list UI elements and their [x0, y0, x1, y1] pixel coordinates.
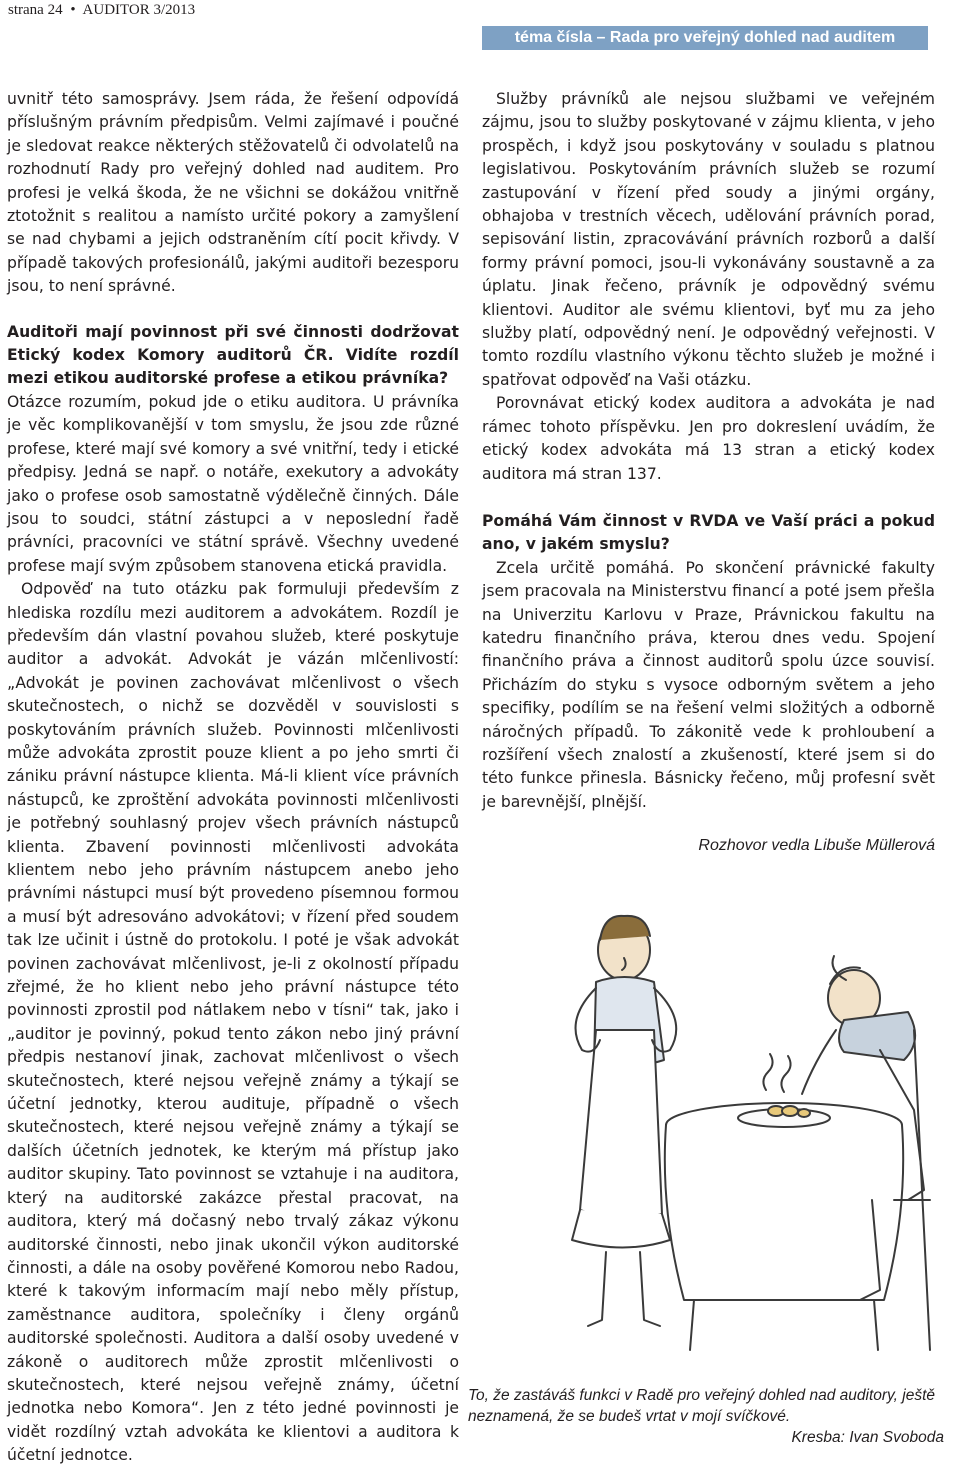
illustration-caption: [468, 1385, 944, 1448]
topic-banner: téma čísla – Rada pro veřejný dohled nad auditem: [482, 26, 928, 50]
caption-text: To, že zastáváš funkci v Radě pro veřejný dohled nad auditory, ještě neznamená, že se budeš vrtat v mojí svíčkové.: [468, 1387, 935, 1425]
page-number: strana 24: [8, 2, 63, 18]
header-separator: •: [70, 2, 76, 18]
paragraph: Otázce rozumím, pokud jde o etiku auditora. U právníka je věc komplikovanější v tom smyslu, že jsou zde různé profese, které mají své komory a své vnitřní, tedy i etické předpisy. Jedná se např. o notáře, exekutory a advokáty jako o profese osob samostatně výdělečně činných. Dále jsou to soudci, státní zástupci a v neposlední řadě právníci, pracovníci ve státní správě. Všechny uvedené profese mají svým způsobem stanovena etická pravidla.: [7, 392, 459, 575]
issue-label: AUDITOR 3/2013: [82, 2, 196, 18]
right-column: [482, 88, 935, 858]
cartoon-illustration: [484, 880, 944, 1380]
interview-question: Auditoři mají povinnost při své činnosti dodržovat Etický kodex Komory auditorů ČR. Vidíte rozdíl mezi etikou auditorské profese a etikou právníka?: [7, 322, 459, 388]
illustration-credit: Kresba: Ivan Svoboda: [791, 1429, 944, 1446]
page-header: [8, 2, 195, 19]
paragraph: Služby právníků ale nejsou službami ve veřejném zájmu, jsou to služby poskytované v zájmu klienta, v jeho prospěch, i když jsou poskytovány v souladu s platnou legislativou. Poskytováním právních služeb se rozumí zastupování v řízení před soudy a jinými orgány, obhajoba v trestních věcech, udělování právních porad, sepisování listin, zpracovávání právních rozborů a další formy právní pomoci, jsou-li vykonávány soustavně a za úplatu. Jinak řečeno, právník je odpovědný svému klientovi. Auditor ale svému klientovi, byť mu za jeho služby platí, odpovědný není. Je odpovědný veřejnosti. V tomto rozdílu vlastního výkonu těchto služeb je možné i spatřovat odpověď na Vaši otázku.: [482, 90, 935, 389]
paragraph: uvnitř této samosprávy. Jsem ráda, že řešení odpovídá příslušným právním předpisům. Velmi zajímavé i poučné je sledovat reakce některých stěžovatelů či odvolatelů na rozhodnutí Rady pro veřejný dohled nad auditem. Pro profesi je velká škoda, že ne všichni se dokážou vnitřně ztotožnit s realitou a namísto určité pokory a zamyšlení se nad chybami a jejich odstraněním cítí pocit křivdy. V případě takových profesionálů, jakými auditoři bezesporu jsou, to není správné.: [7, 90, 459, 296]
paragraph: Odpověď na tuto otázku pak formuluji především z hlediska rozdílu mezi auditorem a advokátem. Rozdíl je především dán vlastní povahou služeb, které poskytuje auditor a advokát. Advokát je vázán mlčenlivostí: „Advokát je povinen zachovávat mlčenlivost o všech skutečnostech, o nichž se dozvěděl v souvislosti s poskytováním právních služeb. Povinnosti mlčenlivosti může advokáta zprostit pouze klient a po jeho smrti či zániku právní nástupce klienta. Má-li klient více právních nástupců, ke zproštění advokáta povinnosti mlčenlivosti je potřebný souhlasný projev všech právních nástupců klienta. Zbavení povinnosti mlčenlivosti advokáta klientem nebo jeho právním nástupcem anebo jeho právními nástupci musí být provedeno písemnou formou a musí být adresováno advokátovi; v řízení před soudem tak lze učinit i ústně do protokolu. I poté je však advokát povinen zachovávat mlčenlivost, je-li z okolností případu zřejmé, že ho klient nebo jeho právní nástupce této povinnosti zprostil pod nátlakem nebo v tísni“ tak, jako i „auditor je povinný, pokud tento zákon nebo jiný právní předpis nestanoví jinak, zachovat mlčenlivost o všech skutečnostech, které nejsou veřejně známy a týkají se účetní jednotky, kterou audituje, případně o všech skutečnostech, které nejsou veřejně známy a týkají se dalších účetních jednotek, ke kterým má přístup jako auditor skupiny. Tato povinnost se vztahuje i na auditora, který na auditorské zakázce přestal pracovat, na auditora, který má dočasný nebo trvalý zákaz výkonu auditorské činnosti, nebo jinak ukončil výkon auditorské činnosti, a dále na osoby pověřené Komorou nebo Radou, které k takovým informacím mají nebo měly přístup, zaměstnance auditora, společníky i členy orgánů auditorské společnosti. Auditora a další osoby uvedené v zákoně o auditorech může zprostit mlčenlivosti o skutečnostech, které nejsou veřejně známy, účetní jednotka nebo Komora“. Jen z této jedné povinnosti je vidět rozdílný vztah advokáta ke klientovi a auditora k účetní jednotce.: [7, 580, 459, 1465]
paragraph: Porovnávat etický kodex auditora a advokáta je nad rámec tohoto příspěvku. Jen pro dokreslení uvádím, že etický kodex advokáta má 13 stran a etický kodex auditora má stran 137.: [482, 394, 935, 483]
paragraph: Zcela určitě pomáhá. Po skončení právnické fakulty jsem pracovala na Ministerstvu financí a poté jsem přešla na Univerzitu Karlovu v Praze, Právnickou fakultu na katedru finančního práva, kterou dnes vedu. Spojení finančního práva a činnost auditorů spolu úzce souvisí. Přicházím do styku s vysoce odborným světem a jeho specifiky, podílím se na řešení velmi složitých a odborně náročných případů. To zákonitě vede k prohloubení a rozšíření všech znalostí a zkušeností, které jsem si do této funkce přinesla. Básnicky řečeno, můj profesní svět je barevnější, plnější.: [482, 558, 935, 811]
byline: Rozhovor vedla Libuše Müllerová: [698, 837, 935, 855]
left-column: [7, 88, 459, 1468]
interview-question: Pomáhá Vám činnost v RVDA ve Vaší práci a pokud ano, v jakém smyslu?: [482, 511, 935, 554]
